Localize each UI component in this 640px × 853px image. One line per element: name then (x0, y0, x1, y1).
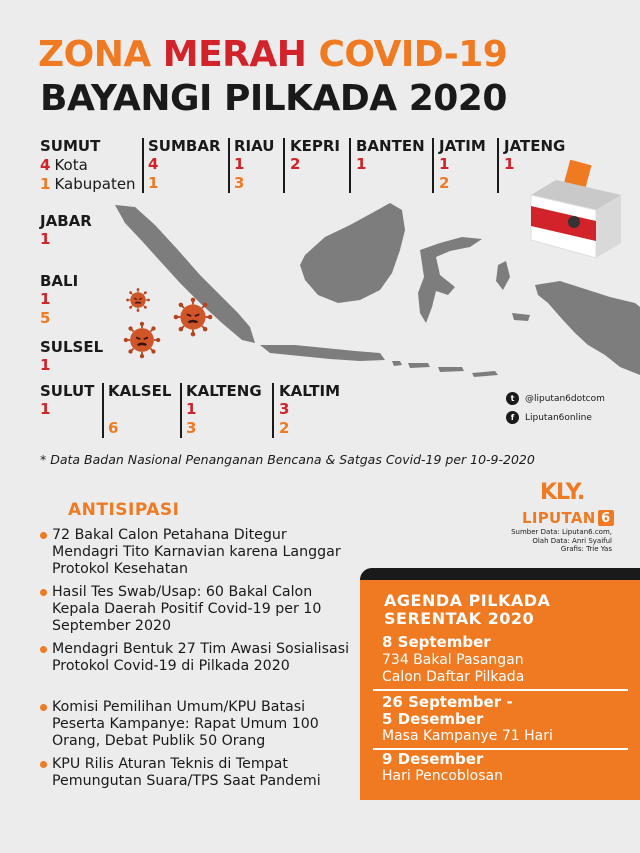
facebook-handle: Liputan6online (525, 412, 592, 423)
divider (180, 383, 182, 438)
social-facebook[interactable] (506, 411, 592, 424)
divider (142, 138, 144, 193)
list-item: 72 Bakal Calon Petahana Ditegur Mendagri Tito Karnavian karena Langgar Protokol Kesehatan (40, 527, 350, 578)
bullet-icon (40, 646, 47, 653)
region-kepri-kota: 2 (290, 155, 301, 173)
bullet-icon (40, 589, 47, 596)
region-jatim-kab: 2 (439, 174, 450, 192)
region-sumut-name: SUMUT (40, 137, 101, 155)
kly-logo: KLY. (540, 480, 585, 505)
title-word-covid: COVID-19 (318, 34, 508, 75)
region-bali-kab: 5 (40, 309, 51, 327)
social-twitter[interactable] (506, 392, 605, 405)
region-jabar-name: JABAR (40, 212, 92, 230)
region-riau-kab: 3 (234, 174, 245, 192)
list-item: Mendagri Bentuk 27 Tim Awasi Sosialisasi Protokol Covid-19 di Pilkada 2020 (40, 641, 350, 675)
bullet-icon (40, 761, 47, 768)
list-item: Komisi Pemilihan Umum/KPU Batasi Peserta Kampanye: Rapat Umum 100 Orang, Debat Publik 50 Orang (40, 699, 350, 750)
region-jateng-name: JATENG (504, 137, 566, 155)
credits: Sumber Data: Liputan6.com, Olah Data: Anri Syaiful Grafis: Trie Yas (511, 528, 612, 553)
region-kalsel-name: KALSEL (108, 382, 172, 400)
agenda-desc: 734 Bakal Pasangan (382, 652, 524, 668)
agenda-date: 26 September - (382, 693, 513, 711)
region-kalteng-name: KALTENG (186, 382, 262, 400)
agenda-desc: Hari Pencoblosan (382, 768, 503, 784)
list-item: Hasil Tes Swab/Usap: 60 Bakal Calon Kepala Daerah Positif Covid-19 per 10 September 2020 (40, 584, 350, 635)
region-kaltim-name: KALTIM (279, 382, 341, 400)
divider (497, 138, 499, 193)
divider (349, 138, 351, 193)
divider (102, 383, 104, 438)
agenda-title: AGENDA PILKADA SERENTAK 2020 (384, 591, 551, 628)
region-kaltim-kab: 2 (279, 419, 290, 437)
region-sulut-name: SULUT (40, 382, 95, 400)
region-kalsel-kab: 6 (108, 419, 119, 437)
region-sumbar-name: SUMBAR (148, 137, 221, 155)
region-riau-name: RIAU (234, 137, 275, 155)
region-bali-name: BALI (40, 272, 79, 290)
region-sumbar-kota: 4 (148, 155, 159, 173)
divider (228, 138, 230, 193)
agenda-date: 5 Desember (382, 710, 484, 728)
antisipasi-title: ANTISIPASI (68, 500, 180, 520)
agenda-desc: Masa Kampanye 71 Hari (382, 728, 553, 744)
region-kepri-name: KEPRI (290, 137, 340, 155)
region-sumut-kab: 1 Kabupaten (40, 175, 136, 193)
divider (373, 689, 628, 691)
region-jateng-kota: 1 (504, 155, 515, 173)
twitter-handle: @liputan6dotcom (525, 393, 605, 404)
title-line-2: BAYANGI PILKADA 2020 (40, 78, 507, 119)
region-sulsel-kota: 1 (40, 356, 51, 374)
agenda-desc: Calon Daftar Pilkada (382, 669, 525, 685)
region-banten-name: BANTEN (356, 137, 425, 155)
region-jabar-kota: 1 (40, 230, 51, 248)
divider (283, 138, 285, 193)
region-riau-kota: 1 (234, 155, 245, 173)
facebook-icon: f (506, 411, 519, 424)
liputan6-logo: LIPUTAN 6 (522, 509, 614, 527)
agenda-date: 8 September (382, 633, 491, 651)
region-sulsel-name: SULSEL (40, 338, 104, 356)
divider (272, 383, 274, 438)
region-jatim-kota: 1 (439, 155, 450, 173)
coronavirus-icon (174, 298, 213, 337)
title-word-zona: ZONA (38, 34, 151, 75)
region-sumut-kota: 4 Kota (40, 156, 88, 174)
bullet-icon (40, 532, 47, 539)
region-kalteng-kota: 1 (186, 400, 197, 418)
coronavirus-icon (126, 288, 150, 312)
region-jatim-name: JATIM (439, 137, 486, 155)
divider (432, 138, 434, 193)
region-banten-kota: 1 (356, 155, 367, 173)
source-note: * Data Badan Nasional Penanganan Bencana & Satgas Covid-19 per 10-9-2020 (40, 452, 535, 467)
agenda-date: 9 Desember (382, 750, 484, 768)
agenda-panel-tab (360, 568, 640, 580)
region-bali-kota: 1 (40, 290, 51, 308)
title-line-1 (38, 34, 507, 75)
title-word-merah: MERAH (162, 34, 307, 75)
ballot-box-icon (526, 160, 626, 260)
bullet-icon (40, 704, 47, 711)
list-item: KPU Rilis Aturan Teknis di Tempat Pemungutan Suara/TPS Saat Pandemi (40, 756, 350, 790)
twitter-icon: t (506, 392, 519, 405)
coronavirus-icon (124, 322, 161, 359)
region-sumbar-kab: 1 (148, 174, 159, 192)
region-sulut-kota: 1 (40, 400, 51, 418)
region-kaltim-kota: 3 (279, 400, 290, 418)
coronavirus-icon-group (118, 285, 218, 365)
region-kalteng-kab: 3 (186, 419, 197, 437)
